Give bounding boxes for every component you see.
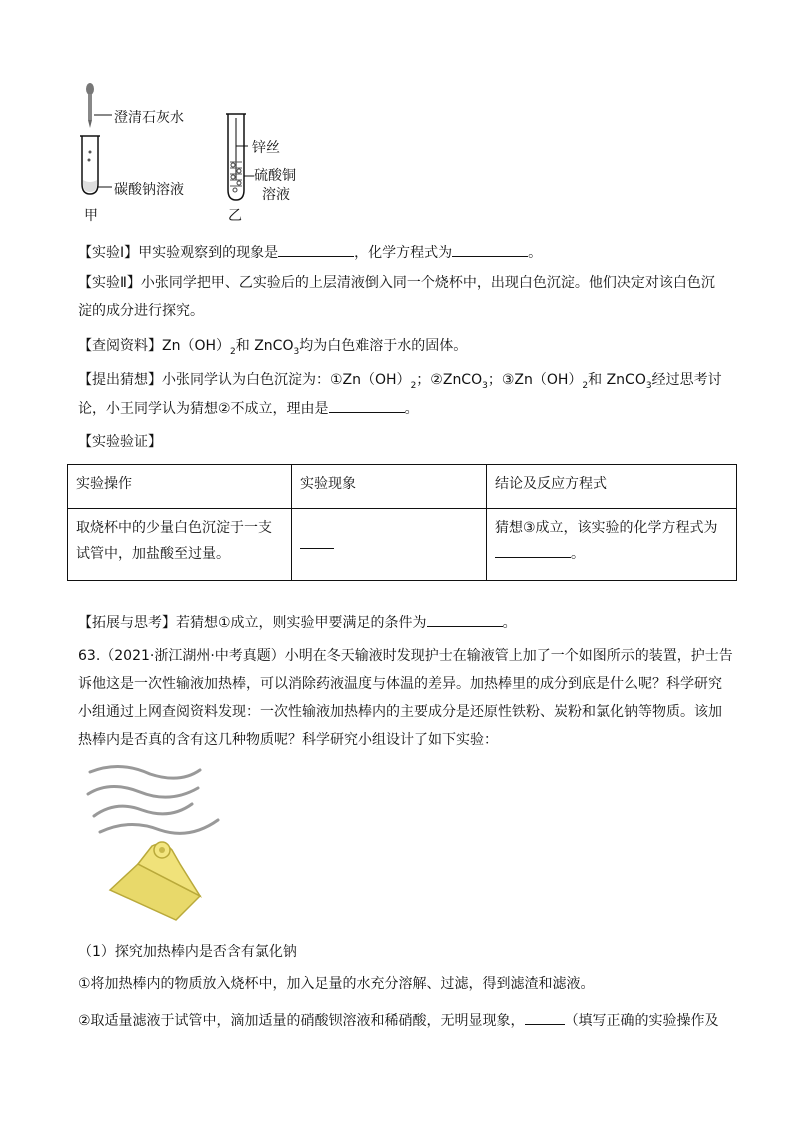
ref-t1: Zn（OH）	[162, 338, 231, 354]
concl-blank-equation[interactable]	[495, 543, 571, 558]
extend-text-a: 若猜想①成立，则实验甲要满足的条件为	[176, 615, 427, 631]
guess-t5: 经过思考讨	[651, 372, 722, 388]
exp2-line1	[78, 273, 715, 293]
guess-line2-a: 论，小王同学认为猜想②不成立，理由是	[78, 401, 329, 417]
q63-line3: 小组通过上网查阅资料发现：一次性输液加热棒内的主要成分是还原性铁粉、炭粉和氯化钠等物质。该加	[78, 704, 722, 720]
exp1-text-b: ，化学方程式为	[354, 245, 453, 261]
ref-s2: 3	[293, 346, 300, 357]
part1-title: （1）探究加热棒内是否含有氯化钠	[78, 944, 297, 960]
ref-tag: 【查阅资料】	[78, 338, 162, 354]
q63-line4: 热棒内是否真的含有这几种物质呢？科学研究小组设计了如下实验：	[78, 732, 498, 748]
guess-s4: 3	[645, 380, 652, 391]
part1-step2	[78, 1010, 719, 1031]
guess-t2: ；②ZnCO	[416, 372, 483, 388]
concl-end: 。	[571, 546, 585, 562]
table-header-row	[68, 465, 737, 509]
label-limewater: 澄清石灰水	[114, 110, 184, 126]
ref-s1: 2	[230, 346, 236, 357]
part1-step1: ①将加热棒内的物质放入烧杯中，加入足量的水充分溶解、过滤，得到滤渣和滤液。	[78, 976, 595, 992]
test-tube-yi-icon	[226, 114, 246, 200]
guess-t3: ；③Zn（OH）	[487, 372, 583, 388]
exp1-line	[78, 242, 542, 263]
part1-step2-a: ②取适量滤液于试管中，滴加适量的硝酸钡溶液和稀硝酸，无明显现象，	[78, 1013, 525, 1029]
label-cuso4-1: 硫酸铜	[254, 168, 296, 184]
label-na2co3: 碳酸钠溶液	[114, 182, 184, 198]
table-cell-conclusion	[487, 509, 737, 581]
op-line1: 取烧杯中的少量白色沉淀于一支	[76, 520, 272, 536]
verify-tag: 【实验验证】	[78, 434, 162, 450]
q63-line2: 诉他这是一次性输液加热棒，可以消除药液温度与体温的差异。加热棒里的成分到底是什么呢？科学研究	[78, 676, 722, 692]
table-cell-phenomenon	[292, 509, 487, 581]
exp1-tag: 【实验Ⅰ】	[78, 245, 139, 261]
ref-t3: 均为白色难溶于水的固体。	[299, 338, 468, 354]
table-row	[68, 509, 737, 581]
guess-s2: 3	[482, 380, 488, 391]
label-cuso4-2: 溶液	[262, 187, 290, 203]
guess-t1: 小张同学认为白色沉淀为：①Zn（OH）	[162, 372, 411, 388]
guess-line2	[78, 398, 419, 419]
dropper-icon	[86, 83, 94, 128]
exp1-blank-phenomenon[interactable]	[278, 242, 354, 257]
tube-coil-icon	[88, 766, 218, 833]
test-tube-jia-icon	[80, 136, 100, 194]
table-cell-operation	[68, 509, 292, 581]
concl-line2	[495, 541, 728, 567]
guess-blank-reason[interactable]	[329, 398, 405, 413]
extend-blank-condition[interactable]	[427, 612, 503, 627]
ref-t2: 和 ZnCO	[235, 338, 294, 354]
guess-line1	[78, 370, 722, 396]
exp2-line2	[78, 301, 204, 321]
heating-rod-icon	[110, 842, 200, 920]
table-header-cell: 实验操作	[68, 465, 292, 509]
exp1-text-a: 甲实验观察到的现象是	[138, 245, 279, 261]
exp1-text-c: 。	[528, 245, 543, 261]
guess-s3: 2	[582, 380, 589, 391]
verify-table	[67, 464, 737, 581]
extend-text-b: 。	[502, 615, 517, 631]
heating-rod-photo	[80, 760, 230, 930]
part1-step2-b: （填写正确的实验操作及	[564, 1013, 719, 1029]
guess-s1: 2	[410, 380, 417, 391]
exp2-tag: 【实验Ⅱ】	[78, 275, 141, 291]
extend-line	[78, 612, 517, 633]
exp2-text-2: 淀的成分进行探究。	[78, 303, 204, 319]
label-yi: 乙	[228, 208, 242, 224]
guess-tag: 【提出猜想】	[78, 372, 162, 388]
table-header-cell: 实验现象	[292, 465, 487, 509]
label-jia: 甲	[84, 208, 98, 224]
guess-t4: 和 ZnCO	[588, 372, 646, 388]
ref-line	[78, 336, 467, 362]
extend-tag: 【拓展与思考】	[78, 615, 176, 631]
table-header-cell: 结论及反应方程式	[487, 465, 737, 509]
exp1-blank-equation[interactable]	[452, 242, 528, 257]
q63-line1: 63.（2021·浙江湖州·中考真题）小明在冬天输液时发现护士在输液管上加了一个如图所示的装置，护士告	[78, 648, 733, 664]
guess-line2-b: 。	[404, 401, 419, 417]
concl-line1: 猜想③成立，该实验的化学方程式为	[495, 520, 718, 536]
label-zinc: 锌丝	[252, 140, 280, 156]
op-line2: 试管中，加盐酸至过量。	[76, 546, 230, 562]
part1-blank-operation[interactable]	[525, 1010, 565, 1025]
phenomenon-blank[interactable]	[300, 534, 334, 549]
apparatus-figure	[70, 80, 330, 230]
exp2-text-1: 小张同学把甲、乙实验后的上层清液倒入同一个烧杯中，出现白色沉淀。他们决定对该白色沉	[140, 275, 715, 291]
